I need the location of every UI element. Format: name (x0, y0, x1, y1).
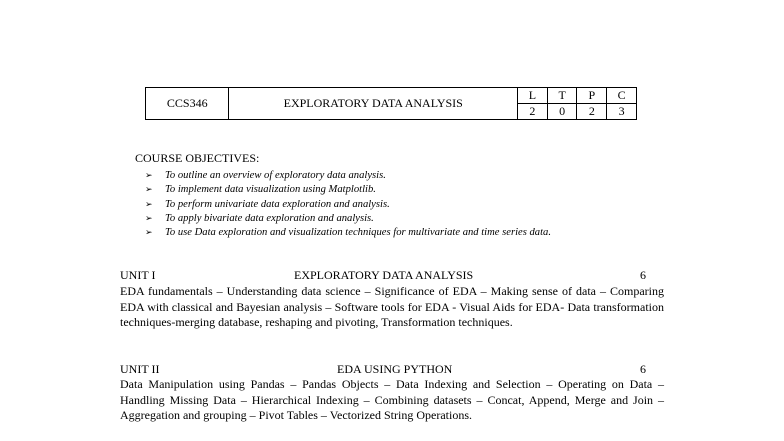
objective-item (145, 182, 551, 196)
unit-2-content: Data Manipulation using Pandas – Pandas Objects – Data Indexing and Selection – Operating on Data – Handling Missing Data – Hierarchical Indexing – Combining datasets – Concat, Append, Merge and Join – Aggregation and grouping – Pivot Tables – Vectorized String Operations. (120, 377, 664, 422)
arrow-bullet-icon: ➢ (145, 227, 153, 238)
course-title: EXPLORATORY DATA ANALYSIS (229, 88, 518, 120)
unit-1-hours: 6 (640, 268, 646, 282)
arrow-bullet-icon: ➢ (145, 184, 153, 195)
objective-item (145, 225, 551, 239)
unit-2-title: EDA USING PYTHON (337, 362, 453, 376)
objective-text: To outline an overview of exploratory data analysis. (165, 170, 386, 181)
ltpc-header-c: C (607, 88, 637, 104)
objective-text: To perform univariate data exploration and analysis. (165, 198, 390, 210)
unit-2-header (120, 362, 664, 377)
arrow-bullet-icon: ➢ (145, 170, 153, 180)
objective-text: To use Data exploration and visualization techniques for multivariate and time series data. (165, 227, 551, 239)
objective-text: To apply bivariate data exploration and analysis. (165, 212, 374, 224)
unit-2-hours: 6 (640, 362, 646, 376)
ltpc-header-l: L (518, 88, 548, 104)
objectives-list (145, 168, 551, 239)
ltpc-value-t: 0 (547, 104, 577, 120)
ltpc-header-t: T (547, 88, 577, 104)
course-header-table (145, 87, 637, 120)
ltpc-value-p: 2 (577, 104, 607, 120)
unit-1-header (120, 268, 664, 283)
course-code: CCS346 (146, 88, 229, 120)
objective-text: To implement data visualization using Matplotlib. (165, 184, 376, 196)
objectives-heading: COURSE OBJECTIVES: (135, 151, 260, 165)
ltpc-header-p: P (577, 88, 607, 104)
unit-2-label: UNIT II (120, 362, 160, 376)
arrow-bullet-icon: ➢ (145, 198, 153, 209)
objective-item (145, 211, 551, 225)
arrow-bullet-icon: ➢ (145, 212, 153, 223)
objective-item (145, 168, 551, 182)
unit-1-content: EDA fundamentals – Understanding data science – Significance of EDA – Making sense of data – Comparing EDA with classical and Bayesian analysis – Software tools for EDA - Visual Aids for EDA- Data transformation techniques-merging database, reshaping and pivoting, Transformation techniques. (120, 284, 664, 329)
unit-1-title: EXPLORATORY DATA ANALYSIS (294, 268, 474, 282)
unit-1-label: UNIT I (120, 268, 156, 282)
ltpc-value-c: 3 (607, 104, 637, 120)
objective-item (145, 197, 551, 211)
ltpc-value-l: 2 (518, 104, 548, 120)
